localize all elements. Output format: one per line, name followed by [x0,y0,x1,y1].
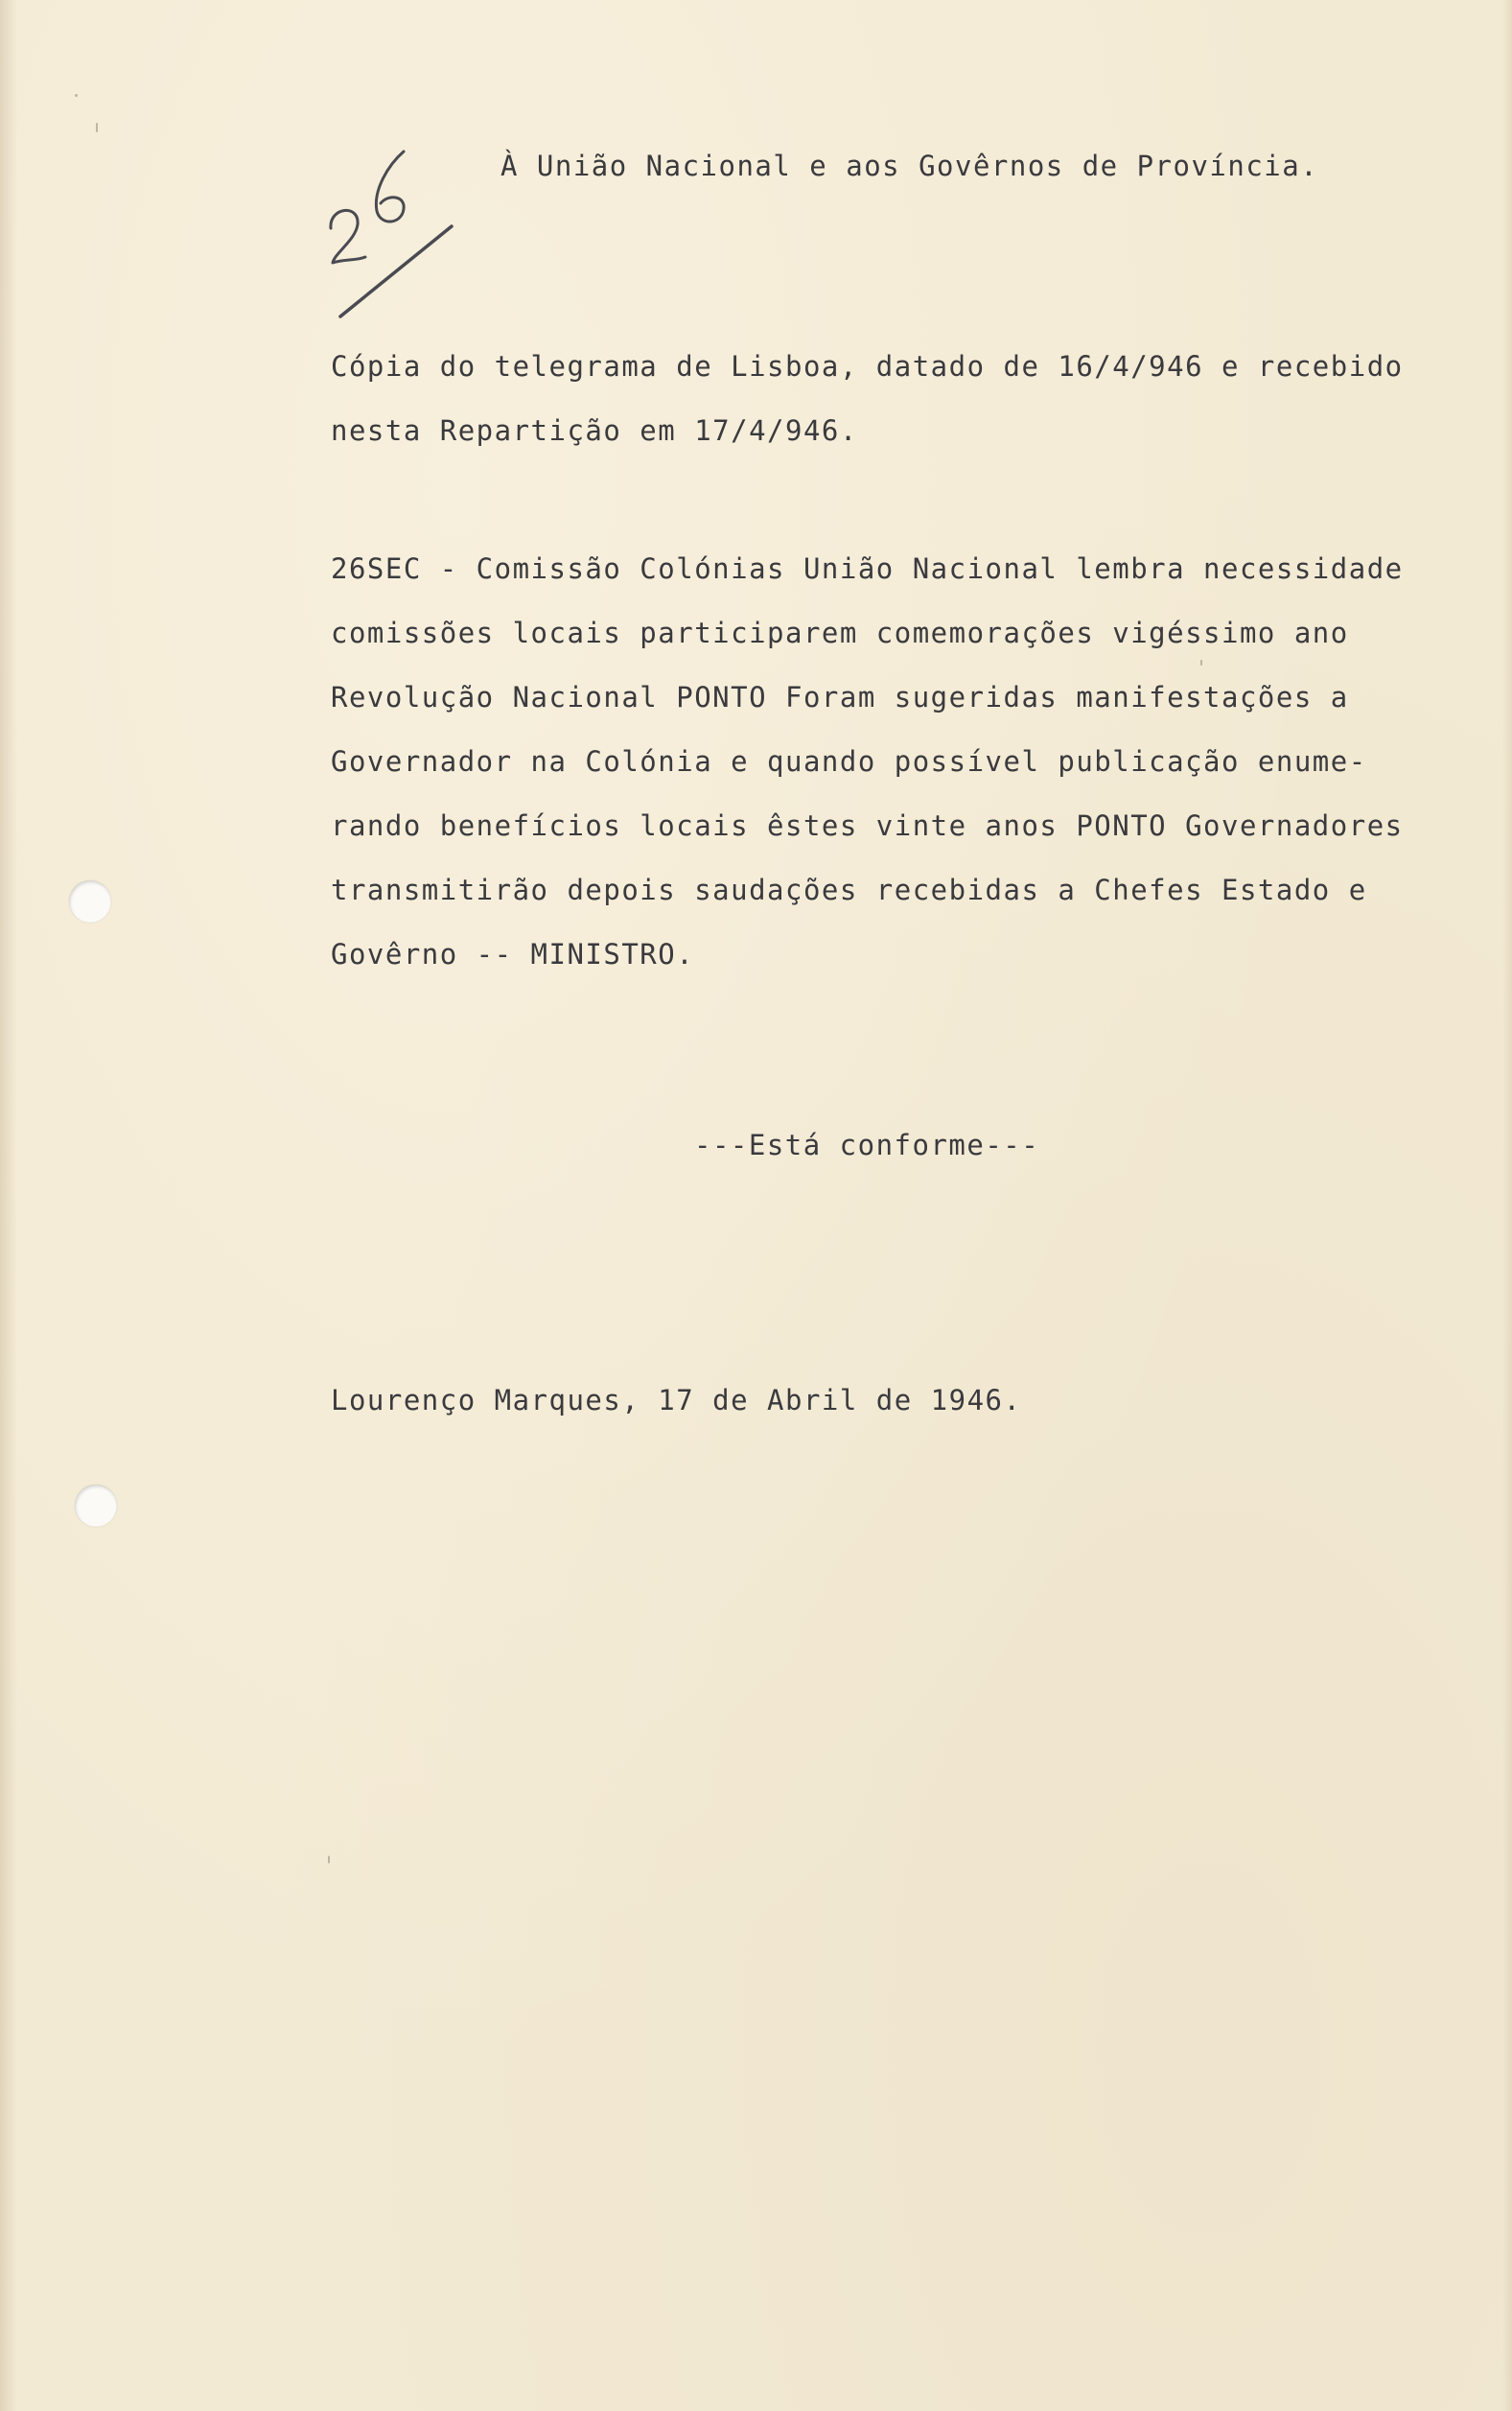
paper-speck [328,1856,330,1863]
telegram-header-line: Cópia do telegrama de Lisboa, datado de 16/4/946 e recebido [331,350,1404,383]
telegram-body-line: comissões locais participarem comemorações vigéssimo ano [331,617,1349,649]
left-edge-shadow [0,0,17,2411]
addressee-line: À União Nacional e aos Govêrnos de Província. [500,150,1319,182]
punch-hole-icon [69,880,111,923]
telegram-body-line: transmitirão depois saudações recebidas a Chefes Estado e [331,874,1367,906]
place-date-line: Lourenço Marques, 17 de Abril de 1946. [331,1384,1022,1416]
paper-speck [75,94,78,97]
certification-line: ---Está conforme--- [694,1129,1040,1161]
telegram-body-line: rando benefícios locais êstes vinte anos PONTO Governadores [331,809,1404,842]
telegram-body-line: 26SEC - Comissão Colónias União Nacional lembra necessidade [331,552,1404,585]
telegram-body-line: Governador na Colónia e quando possível publicação enume- [331,745,1367,778]
right-edge-shadow [1502,0,1512,2411]
handwritten-folio-icon [321,144,465,326]
punch-hole-icon [75,1485,117,1527]
telegram-header-line: nesta Repartição em 17/4/946. [331,414,858,447]
folio-number-drawing [321,144,465,326]
paper-speck [96,123,98,132]
telegram-body-line: Revolução Nacional PONTO Foram sugeridas manifestações a [331,681,1349,714]
paper-speck [1200,660,1202,666]
telegram-body-line: Govêrno -- MINISTRO. [331,938,695,971]
